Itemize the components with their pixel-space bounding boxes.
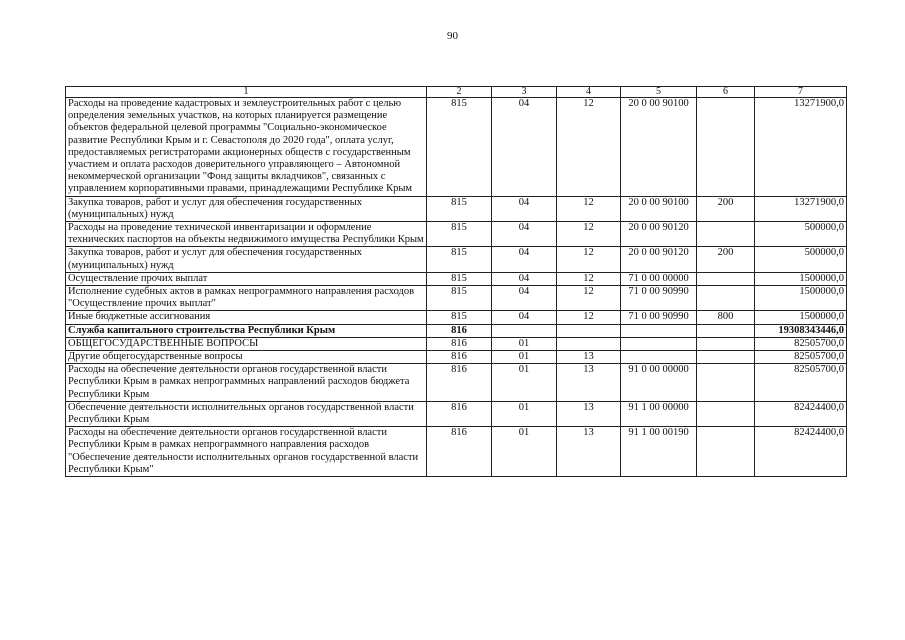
row-section-code: 01 bbox=[492, 427, 557, 477]
row-amount: 82505700,0 bbox=[755, 351, 847, 364]
row-section-code: 04 bbox=[492, 247, 557, 272]
row-subsection-code: 13 bbox=[557, 364, 621, 402]
row-amount: 13271900,0 bbox=[755, 98, 847, 197]
row-target-item-code: 20 0 00 90100 bbox=[621, 196, 697, 221]
table-row bbox=[66, 324, 847, 337]
row-ministry-code: 815 bbox=[427, 222, 492, 247]
row-target-item-code: 20 0 00 90100 bbox=[621, 98, 697, 197]
table-row bbox=[66, 272, 847, 285]
row-section-code: 01 bbox=[492, 401, 557, 426]
table-row bbox=[66, 196, 847, 221]
column-header-4: 4 bbox=[557, 87, 621, 98]
budget-table bbox=[65, 86, 847, 477]
row-expense-type-code: 200 bbox=[697, 247, 755, 272]
row-subsection-code: 12 bbox=[557, 272, 621, 285]
row-subsection-code bbox=[557, 324, 621, 337]
row-amount: 1500000,0 bbox=[755, 272, 847, 285]
row-expense-type-code bbox=[697, 222, 755, 247]
row-target-item-code: 20 0 00 90120 bbox=[621, 222, 697, 247]
table-row bbox=[66, 337, 847, 350]
table-row bbox=[66, 98, 847, 197]
row-expense-type-code bbox=[697, 272, 755, 285]
row-section-code: 01 bbox=[492, 351, 557, 364]
row-subsection-code: 13 bbox=[557, 351, 621, 364]
row-ministry-code: 816 bbox=[427, 364, 492, 402]
row-ministry-code: 815 bbox=[427, 98, 492, 197]
row-ministry-code: 815 bbox=[427, 272, 492, 285]
row-expense-type-code bbox=[697, 401, 755, 426]
row-target-item-code: 20 0 00 90120 bbox=[621, 247, 697, 272]
row-description: Служба капитального строительства Республики Крым bbox=[66, 324, 427, 337]
row-description: Другие общегосударственные вопросы bbox=[66, 351, 427, 364]
row-amount: 500000,0 bbox=[755, 247, 847, 272]
column-header-1: 1 bbox=[66, 87, 427, 98]
column-header-2: 2 bbox=[427, 87, 492, 98]
row-section-code: 04 bbox=[492, 98, 557, 197]
column-header-3: 3 bbox=[492, 87, 557, 98]
row-section-code bbox=[492, 324, 557, 337]
table-row bbox=[66, 311, 847, 324]
row-target-item-code bbox=[621, 337, 697, 350]
row-expense-type-code: 800 bbox=[697, 311, 755, 324]
row-target-item-code: 91 1 00 00190 bbox=[621, 427, 697, 477]
row-amount: 82424400,0 bbox=[755, 401, 847, 426]
table-header-row bbox=[66, 87, 847, 98]
row-description: Расходы на проведение технической инвентаризации и оформление технических паспортов на объекты недвижимого имущества Республики Крым bbox=[66, 222, 427, 247]
row-expense-type-code bbox=[697, 427, 755, 477]
row-ministry-code: 816 bbox=[427, 351, 492, 364]
row-section-code: 04 bbox=[492, 286, 557, 311]
row-description: Обеспечение деятельности исполнительных органов государственной власти Республики Крым bbox=[66, 401, 427, 426]
row-ministry-code: 815 bbox=[427, 196, 492, 221]
row-ministry-code: 816 bbox=[427, 427, 492, 477]
row-amount: 19308343446,0 bbox=[755, 324, 847, 337]
row-description: Закупка товаров, работ и услуг для обеспечения государственных (муниципальных) нужд bbox=[66, 196, 427, 221]
row-ministry-code: 816 bbox=[427, 324, 492, 337]
row-amount: 82424400,0 bbox=[755, 427, 847, 477]
column-header-5: 5 bbox=[621, 87, 697, 98]
row-subsection-code: 12 bbox=[557, 222, 621, 247]
row-subsection-code: 12 bbox=[557, 311, 621, 324]
row-description: Расходы на проведение кадастровых и землеустроительных работ с целью определения земельных участков, на которых планируется размещение объектов федеральной целевой программы "Социально-экономическое развитие Республики Крым и г. Севастополя до 2020 года", оплата услуг, предоставляемых регистраторами акционерных обществ с государственным участием и оплата расходов доверительного управляющего – Автономной некоммерческой организации "Фонд защиты вкладчиков", связанных с управлением корпоративными правами, принадлежащими Республике Крым bbox=[66, 98, 427, 197]
row-target-item-code bbox=[621, 324, 697, 337]
row-target-item-code: 71 0 00 00000 bbox=[621, 272, 697, 285]
row-section-code: 04 bbox=[492, 311, 557, 324]
row-subsection-code: 12 bbox=[557, 98, 621, 197]
table-row bbox=[66, 364, 847, 402]
row-subsection-code: 13 bbox=[557, 401, 621, 426]
row-subsection-code: 12 bbox=[557, 247, 621, 272]
row-amount: 1500000,0 bbox=[755, 311, 847, 324]
table-row bbox=[66, 401, 847, 426]
row-subsection-code: 12 bbox=[557, 196, 621, 221]
table-row bbox=[66, 286, 847, 311]
row-amount: 13271900,0 bbox=[755, 196, 847, 221]
row-ministry-code: 815 bbox=[427, 286, 492, 311]
page-number: 90 bbox=[447, 30, 458, 42]
row-description: Иные бюджетные ассигнования bbox=[66, 311, 427, 324]
row-ministry-code: 816 bbox=[427, 337, 492, 350]
column-header-7: 7 bbox=[755, 87, 847, 98]
row-amount: 1500000,0 bbox=[755, 286, 847, 311]
row-description: Осуществление прочих выплат bbox=[66, 272, 427, 285]
row-amount: 500000,0 bbox=[755, 222, 847, 247]
row-section-code: 01 bbox=[492, 364, 557, 402]
row-description: ОБЩЕГОСУДАРСТВЕННЫЕ ВОПРОСЫ bbox=[66, 337, 427, 350]
row-expense-type-code bbox=[697, 351, 755, 364]
row-ministry-code: 815 bbox=[427, 311, 492, 324]
row-expense-type-code bbox=[697, 98, 755, 197]
row-description: Расходы на обеспечение деятельности органов государственной власти Республики Крым в рамках непрограммных направлений расходов бюджета Республики Крым bbox=[66, 364, 427, 402]
row-amount: 82505700,0 bbox=[755, 337, 847, 350]
row-description: Закупка товаров, работ и услуг для обеспечения государственных (муниципальных) нужд bbox=[66, 247, 427, 272]
row-target-item-code: 91 0 00 00000 bbox=[621, 364, 697, 402]
table-row bbox=[66, 427, 847, 477]
row-description: Исполнение судебных актов в рамках непрограммного направления расходов "Осуществление прочих выплат" bbox=[66, 286, 427, 311]
row-expense-type-code bbox=[697, 324, 755, 337]
row-section-code: 01 bbox=[492, 337, 557, 350]
table-body bbox=[66, 98, 847, 477]
row-expense-type-code bbox=[697, 337, 755, 350]
row-section-code: 04 bbox=[492, 222, 557, 247]
row-target-item-code: 91 1 00 00000 bbox=[621, 401, 697, 426]
table-row bbox=[66, 222, 847, 247]
table-row bbox=[66, 351, 847, 364]
row-expense-type-code: 200 bbox=[697, 196, 755, 221]
row-description: Расходы на обеспечение деятельности органов государственной власти Республики Крым в рамках непрограммного направления расходов "Обеспечение деятельности исполнительных органов государственной власти Республики Крым" bbox=[66, 427, 427, 477]
row-target-item-code bbox=[621, 351, 697, 364]
row-target-item-code: 71 0 00 90990 bbox=[621, 311, 697, 324]
table-row bbox=[66, 247, 847, 272]
row-subsection-code bbox=[557, 337, 621, 350]
row-section-code: 04 bbox=[492, 272, 557, 285]
row-subsection-code: 12 bbox=[557, 286, 621, 311]
row-ministry-code: 815 bbox=[427, 247, 492, 272]
row-ministry-code: 816 bbox=[427, 401, 492, 426]
row-subsection-code: 13 bbox=[557, 427, 621, 477]
row-amount: 82505700,0 bbox=[755, 364, 847, 402]
column-header-6: 6 bbox=[697, 87, 755, 98]
row-expense-type-code bbox=[697, 286, 755, 311]
row-target-item-code: 71 0 00 90990 bbox=[621, 286, 697, 311]
row-expense-type-code bbox=[697, 364, 755, 402]
row-section-code: 04 bbox=[492, 196, 557, 221]
